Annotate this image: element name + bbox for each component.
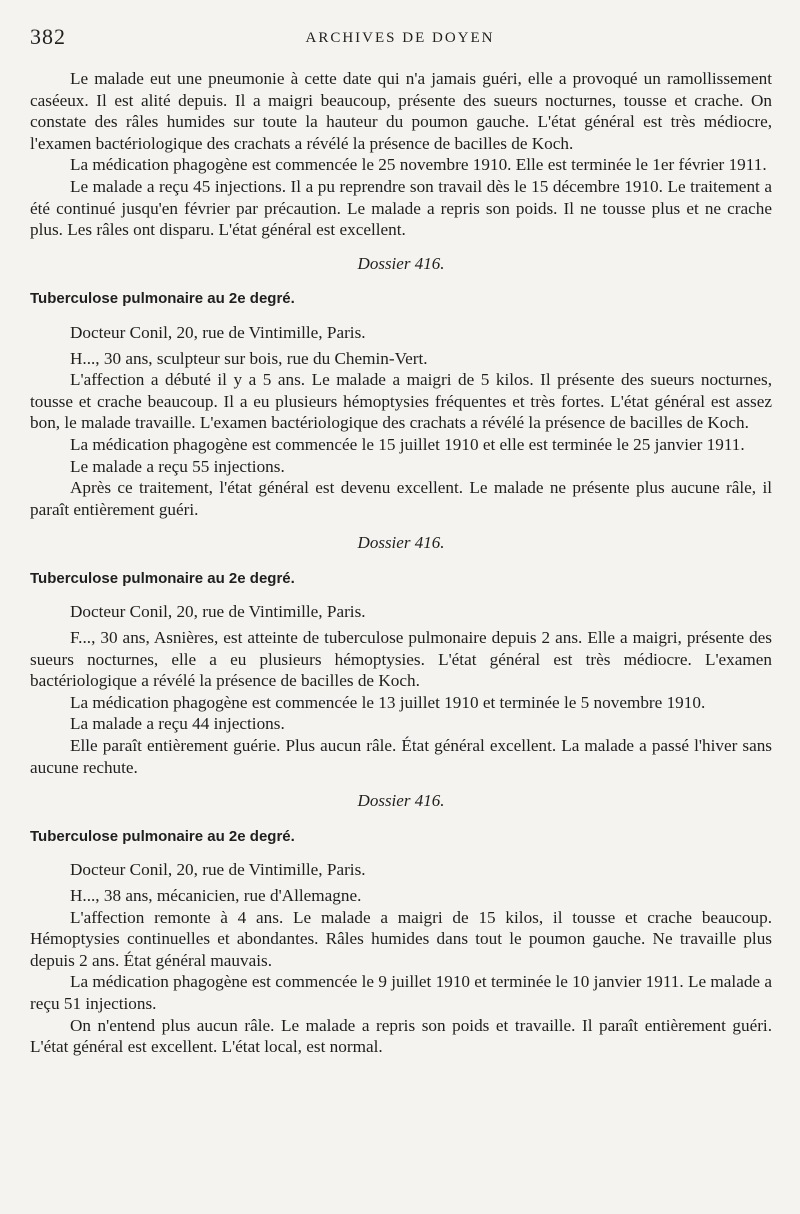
paragraph: Le malade a reçu 55 injections. xyxy=(70,456,285,476)
paragraph: Le malade eut une pneumonie à cette date qui n'a jamais guéri, elle a provoqué un ramollissement caséeux. Il est alité depuis. Il a maigri beaucoup, présente des sueurs nocturnes, tousse et crache. On constate des râles humides sur toute la hauteur du poumon gauche. L'état général est très médiocre, l'examen bactériologique des crachats a révélé la présence de bacilles de Koch. xyxy=(30,69,772,153)
paragraph: Elle paraît entièrement guérie. Plus aucun râle. État général excellent. La malade a passé l'hiver sans aucune rechute. xyxy=(30,736,772,777)
section-title: Tuberculose pulmonaire au 2e degré. xyxy=(30,827,295,845)
page-number: 382 xyxy=(30,24,66,49)
page-content xyxy=(30,68,772,1058)
paragraph: L'affection a débuté il y a 5 ans. Le malade a maigri de 5 kilos. Il présente des sueurs nocturnes, tousse et crache beaucoup. Il a eu plusieurs hémoptysies fréquentes et très fortes. L'état général est assez bon, le malade travaille. L'examen bactériologique des crachats a révélé la présence de bacilles de Koch. xyxy=(30,370,772,433)
paragraph: F..., 30 ans, Asnières, est atteinte de tuberculose pulmonaire depuis 2 ans. Elle a maigri, présente des sueurs nocturnes, elle a eu plusieurs hémoptysies. L'état général est très médiocre. L'examen bactériologique a révélé la présence de bacilles de Koch. xyxy=(30,628,772,691)
paragraph: L'affection remonte à 4 ans. Le malade a maigri de 15 kilos, il tousse et crache beaucoup. Hémoptysies continuelles et abondantes. Râles humides dans tout le poumon gauche. Ne travaille plus depuis 2 ans. État général mauvais. xyxy=(30,907,772,970)
paragraph: La médication phagogène est commencée le 9 juillet 1910 et terminée le 10 janvier 1911. Le malade a reçu 51 injections. xyxy=(30,972,772,1013)
doctor-line: Docteur Conil, 20, rue de Vintimille, Paris. xyxy=(70,322,366,342)
section-title: Tuberculose pulmonaire au 2e degré. xyxy=(30,290,295,308)
page-header xyxy=(30,24,770,54)
paragraph: La médication phagogène est commencée le 15 juillet 1910 et elle est terminée le 25 janvier 1911. xyxy=(70,434,745,454)
dossier-label: Dossier 416. xyxy=(357,791,445,811)
paragraph: On n'entend plus aucun râle. Le malade a repris son poids et travaille. Il paraît entièrement guéri. L'état général est excellent. L'état local, est normal. xyxy=(30,1015,772,1057)
dossier-label: Dossier 416. xyxy=(357,533,445,553)
doctor-line: Docteur Conil, 20, rue de Vintimille, Paris. xyxy=(70,602,366,622)
doctor-line: Docteur Conil, 20, rue de Vintimille, Paris. xyxy=(70,860,366,880)
paragraph: La malade a reçu 44 injections. xyxy=(70,714,285,734)
paragraph: La médication phagogène est commencée le 25 novembre 1910. Elle est terminée le 1er février 1911. xyxy=(70,155,767,175)
section-title: Tuberculose pulmonaire au 2e degré. xyxy=(30,569,295,587)
dossier-label: Dossier 416. xyxy=(357,253,445,273)
paragraph: H..., 30 ans, sculpteur sur bois, rue du Chemin-Vert. xyxy=(70,348,428,368)
running-title: ARCHIVES DE DOYEN xyxy=(305,30,495,46)
paragraph: H..., 38 ans, mécanicien, rue d'Allemagne. xyxy=(70,886,362,905)
paragraph: Après ce traitement, l'état général est devenu excellent. Le malade ne présente plus aucune râle, il paraît entièrement guéri. xyxy=(30,478,772,519)
paragraph: Le malade a reçu 45 injections. Il a pu reprendre son travail dès le 15 décembre 1910. Le traitement a été continué jusqu'en février par précaution. Le malade a repris son poids. Il ne tousse plus et ne crache plus. Les râles ont disparu. L'état général est excellent. xyxy=(30,176,772,240)
paragraph: La médication phagogène est commencée le 13 juillet 1910 et terminée le 5 novembre 1910. xyxy=(70,692,706,712)
